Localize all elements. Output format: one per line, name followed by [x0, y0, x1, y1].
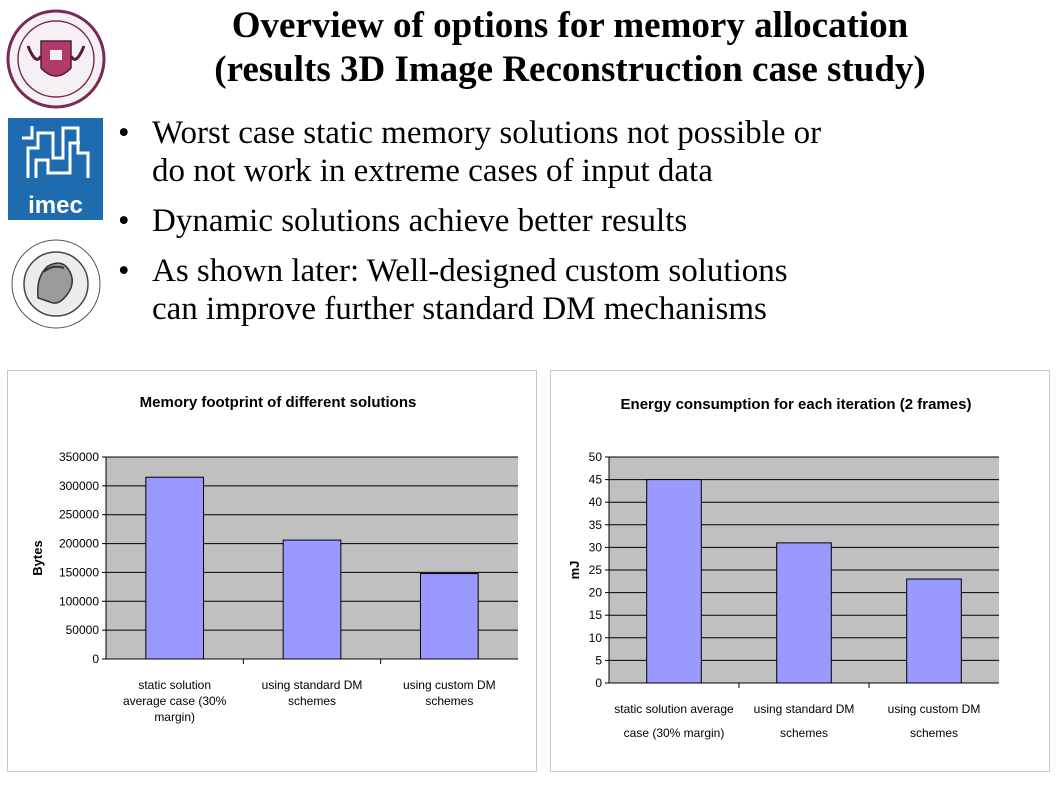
y-tick-label: 300000 [58, 478, 99, 493]
x-category-label: average case (30% [122, 694, 227, 708]
x-category-label: schemes [909, 726, 959, 740]
chart-title: Memory footprint of different solutions [139, 394, 417, 411]
bullet-text-line: As shown later: Well-designed custom solutions [152, 253, 788, 289]
energy-consumption-chart-panel [550, 370, 1050, 772]
bullet-icon: • [118, 203, 130, 239]
memory-footprint-chart-panel [7, 370, 537, 772]
y-tick-label: 0 [595, 676, 602, 690]
title-line-1: Overview of options for memory allocation [231, 5, 909, 46]
imec-maze-icon [8, 118, 103, 188]
y-tick-label: 250000 [58, 507, 99, 522]
bar [283, 540, 341, 659]
x-category-label: using standard DM [753, 702, 855, 716]
y-tick-label: 40 [588, 495, 602, 510]
bullet-text-line: do not work in extreme cases of input data [152, 153, 713, 189]
bar [146, 477, 204, 659]
x-category-label: static solution average [614, 702, 734, 716]
y-tick-label: 50 [588, 450, 602, 464]
imec-logo-text: imec [28, 192, 83, 219]
bullet-item [116, 114, 1046, 190]
bullet-text-line: Dynamic solutions achieve better results [152, 203, 688, 239]
y-axis-label: Bytes [30, 540, 45, 576]
imec-logo [8, 118, 103, 220]
y-axis-label: mJ [567, 560, 582, 580]
y-tick-label: 5 [595, 653, 602, 668]
bullet-item [116, 202, 1046, 240]
x-category-label: using custom DM [887, 702, 981, 716]
slide-title [100, 4, 1040, 92]
thrace-university-seal-logo [8, 236, 103, 332]
x-category-label: margin) [154, 710, 196, 724]
y-tick-label: 20 [588, 585, 602, 600]
bullet-item [116, 252, 1046, 328]
y-tick-label: 0 [92, 652, 99, 666]
bullet-icon: • [118, 253, 130, 289]
y-tick-label: 150000 [58, 565, 99, 580]
x-category-label: schemes [287, 694, 337, 708]
bullet-text-line: can improve further standard DM mechanisms [152, 291, 767, 327]
y-tick-label: 350000 [58, 450, 99, 464]
energy-consumption-chart [551, 371, 1049, 771]
x-category-label: static solution [138, 678, 212, 692]
title-line-2: (results 3D Image Reconstruction case study) [214, 49, 926, 90]
y-tick-label: 30 [588, 540, 602, 555]
y-tick-label: 10 [588, 630, 602, 645]
bar [777, 543, 832, 683]
y-tick-label: 100000 [58, 594, 99, 609]
y-tick-label: 35 [588, 517, 602, 532]
x-category-label: using custom DM [402, 678, 496, 692]
bar [907, 579, 962, 683]
x-category-label: using standard DM [261, 678, 363, 692]
university-seal-logo [6, 6, 106, 112]
chart-title: Energy consumption for each iteration (2 frames) [620, 396, 972, 413]
bar [647, 480, 702, 683]
x-category-label: schemes [779, 726, 829, 740]
y-tick-label: 45 [588, 472, 602, 487]
bullet-list [116, 114, 1046, 340]
bullet-text-line: Worst case static memory solutions not possible or [152, 115, 822, 151]
y-tick-label: 50000 [65, 623, 99, 638]
y-tick-label: 200000 [58, 536, 99, 551]
y-tick-label: 15 [588, 608, 602, 623]
x-category-label: schemes [425, 694, 474, 708]
x-category-label: case (30% margin) [623, 726, 725, 740]
y-tick-label: 25 [588, 563, 602, 577]
memory-footprint-chart [8, 371, 536, 771]
bullet-icon: • [118, 115, 130, 151]
bar [420, 574, 478, 659]
